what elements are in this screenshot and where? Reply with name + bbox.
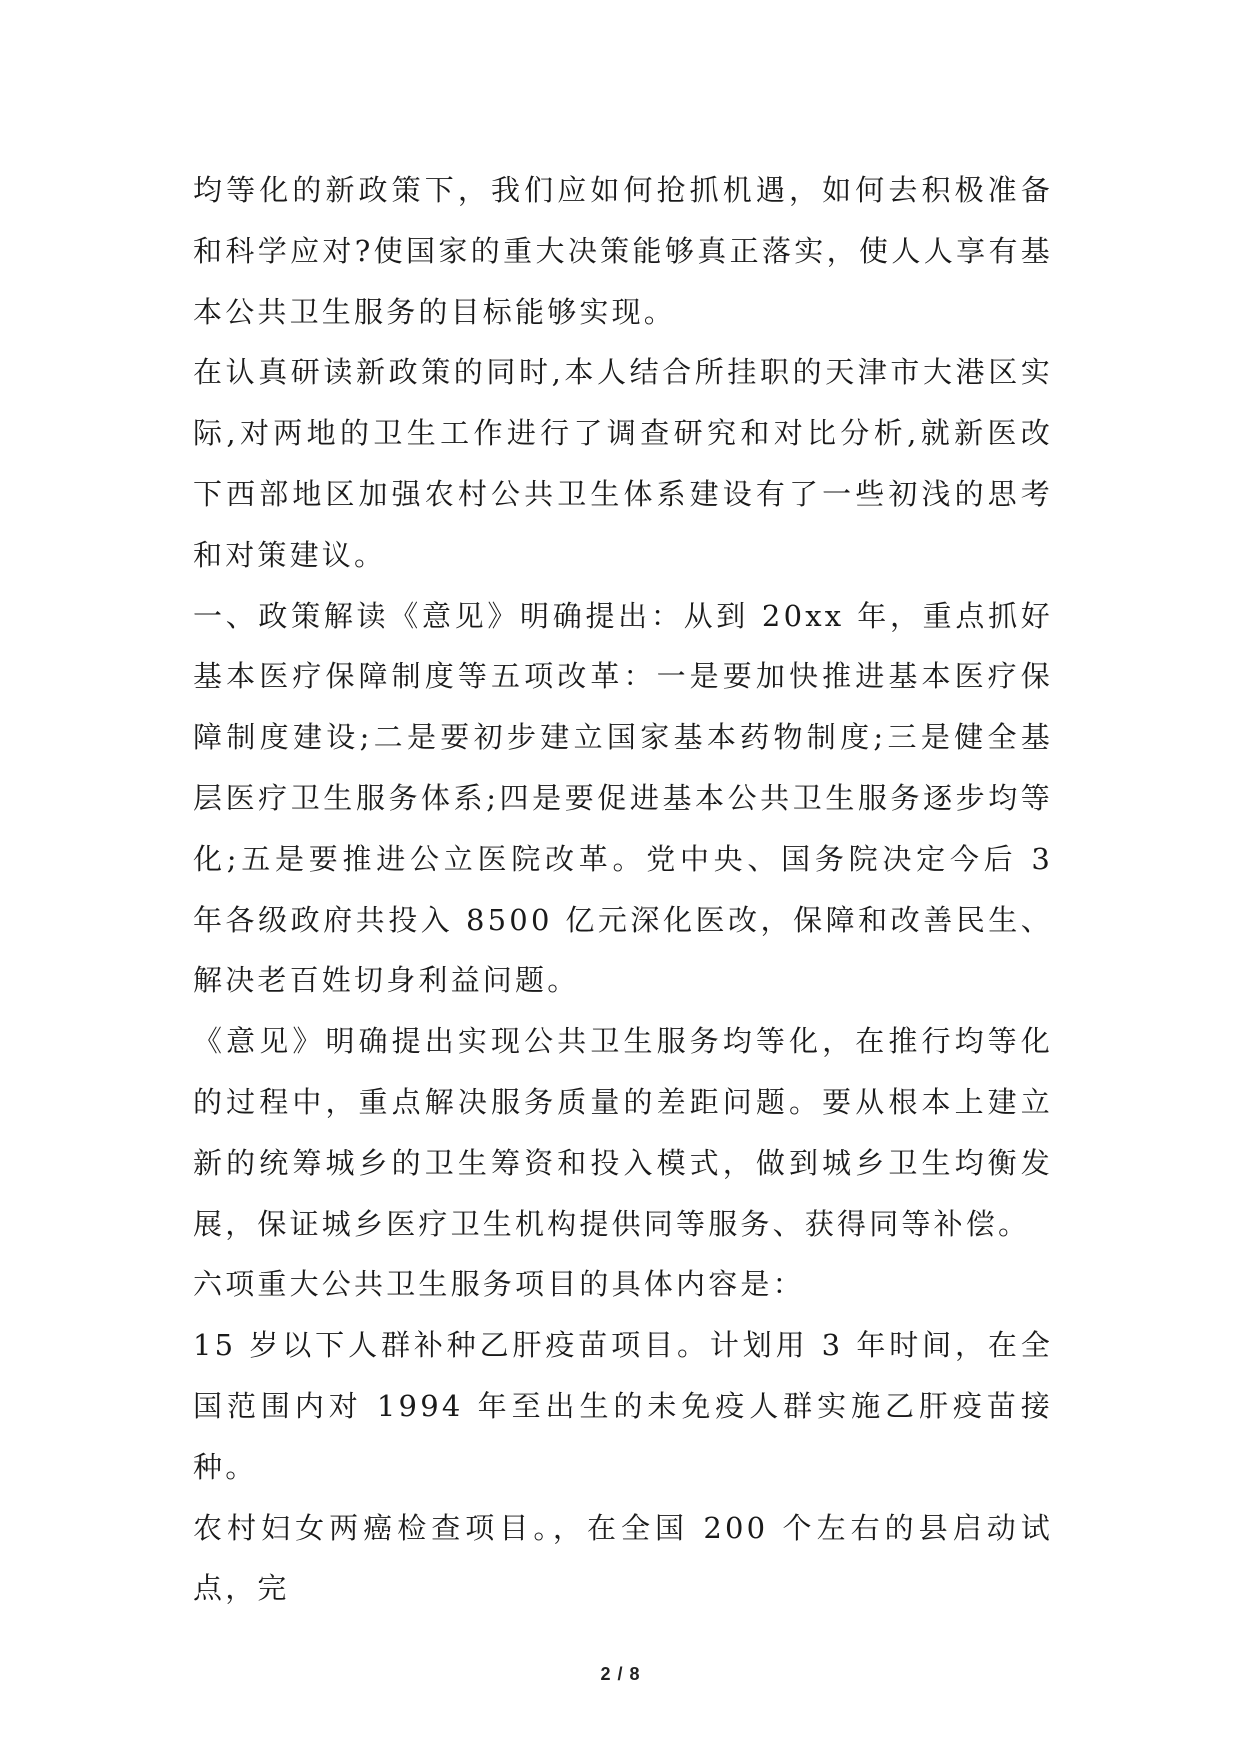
paragraph: 15 岁以下人群补种乙肝疫苗项目。计划用 3 年时间，在全国范围内对 1994 年至出生的未免疫人群实施乙肝疫苗接种。 [193, 1328, 1053, 1484]
body-text [193, 160, 1053, 1619]
paragraph: 在认真研读新政策的同时,本人结合所挂职的天津市大港区实际,对两地的卫生工作进行了调查研究和对比分析,就新医改下西部地区加强农村公共卫生体系建设有了一些初浅的思考和对策建议。 [193, 355, 1053, 572]
page-number: 2 / 8 [600, 1664, 641, 1684]
paragraph: 六项重大公共卫生服务项目的具体内容是： [193, 1267, 805, 1302]
paragraph: 均等化的新政策下，我们应如何抢抓机遇，如何去积极准备和科学应对?使国家的重大决策能够真正落实，使人人享有基本公共卫生服务的目标能够实现。 [193, 173, 1053, 329]
paragraph: 农村妇女两癌检查项目。，在全国 200 个左右的县启动试点，完 [193, 1510, 1053, 1606]
paragraph: 一、政策解读《意见》明确提出：从到 20xx 年，重点抓好基本医疗保障制度等五项改革：一是要加快推进基本医疗保障制度建设;二是要初步建立国家基本药物制度;三是健全基层医疗卫生服务体系;四是要促进基本公共卫生服务逐步均等化;五是要推进公立医院改革。党中央、国务院决定今后 3 年各级政府共投入 8500 亿元深化医改，保障和改善民生、解决老百姓切身利益问题。 [193, 598, 1053, 998]
paragraph: 《意见》明确提出实现公共卫生服务均等化，在推行均等化的过程中，重点解决服务质量的差距问题。要从根本上建立新的统筹城乡的卫生筹资和投入模式，做到城乡卫生均衡发展，保证城乡医疗卫生机构提供同等服务、获得同等补偿。 [193, 1024, 1053, 1241]
